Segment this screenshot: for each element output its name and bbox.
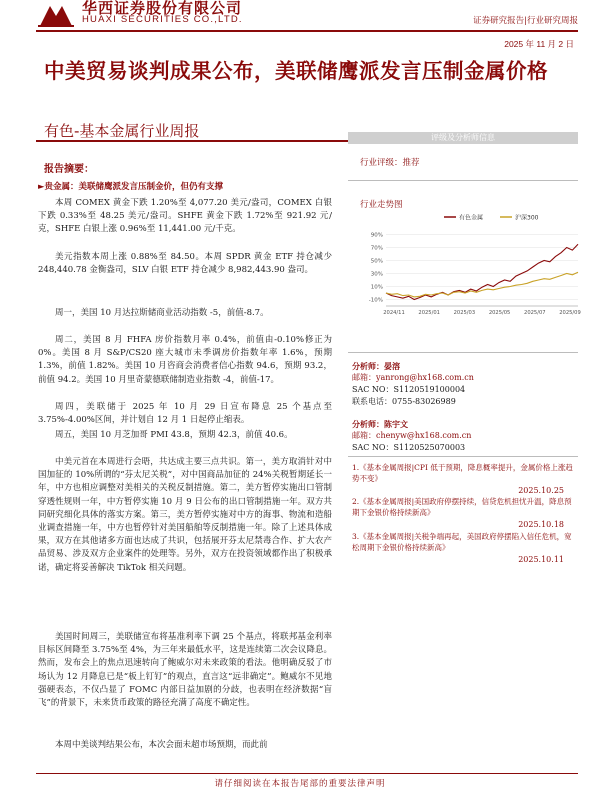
series-line bbox=[386, 244, 578, 299]
y-tick-label: 10% bbox=[370, 284, 383, 291]
related-report-date: 2025.10.11 bbox=[518, 555, 564, 564]
related-report-1[interactable]: 1.《基本金属周报|CPI 低于预期，降息概率提升，金属价格上涨趋势不变》 bbox=[352, 463, 573, 483]
company-name-cn: 华西证券股份有限公司 bbox=[82, 0, 243, 17]
sidebar-heading: 评级及分析师信息 bbox=[348, 132, 578, 144]
analyst-block-1 bbox=[352, 360, 582, 408]
x-tick-label: 2025/01 bbox=[418, 310, 440, 316]
x-tick-label: 2025/09 bbox=[559, 310, 581, 316]
x-tick-label: 2025/03 bbox=[453, 310, 476, 316]
related-report-3[interactable]: 3.《基本金属周报|关税争端再起，美国政府停摆陷入信任危机，宽松周期下金银价格持续新高》 bbox=[352, 532, 572, 552]
legal-notice: 请仔细阅读在本报告尾部的重要法律声明 bbox=[214, 779, 386, 789]
paragraph-monday: 周一，美国 10 月达拉斯储商业活动指数 -5，前值-8.7。 bbox=[55, 308, 269, 318]
summary-heading: 报告摘要： bbox=[44, 164, 94, 175]
y-tick-label: 70% bbox=[370, 245, 383, 252]
paragraph-tuesday: 周二，美国 8 月 FHFA 房价指数月率 0.4%，前值由-0.10%修正为 0%。美国 8 月 S&P/CS20 座大城市未季调房价指数年率 1.6%，预期 1.3%，前值 1.82%。美国 10 月咨商会消费者信心指数 94.6，预期 93.2，前值 94.2。美国 10 月里奇蒙德联储制造业指数 -4，前值-17。 bbox=[38, 335, 332, 385]
report-subtitle: 有色-基本金属行业周报 bbox=[44, 122, 200, 140]
x-tick-label: 2024/11 bbox=[383, 310, 405, 316]
sidebar-divider bbox=[348, 352, 578, 353]
report-date: 2025 年 11 月 2 日 bbox=[504, 39, 574, 49]
x-tick-label: 2025/05 bbox=[488, 310, 511, 316]
trend-chart bbox=[352, 210, 584, 324]
analyst-sac: SAC NO：S1120525070003 bbox=[352, 443, 466, 452]
analyst-name: 分析师：晏溶 bbox=[352, 361, 400, 371]
paragraph-fed: 美国时间周三，美联储宣布将基准利率下调 25 个基点，将联邦基金利率目标区间降至 3.75%至 4%，为三年来最低水平，这是连续第二次会议降息。然而，发布会上的焦点迅速转向了鲍威尔对未来政策的看法。他明确反驳了市场认为 12 月降息已是“板上钉钉”的观点，直言这“远非确定”。鲍威尔不见地强硬表态，不仅凸显了 FOMC 内部日益加剧的分歧，也表明在经济数据“盲飞”的背景下，未来货币政策的路径充满了高度不确定性。 bbox=[38, 632, 332, 709]
analyst-sac: SAC NO：S1120519100004 bbox=[352, 385, 466, 394]
x-tick-label: 2025/07 bbox=[524, 310, 546, 316]
industry-rating: 行业评级：推荐 bbox=[360, 158, 420, 168]
legend-label: 沪深300 bbox=[515, 214, 539, 222]
analyst-name: 分析师：陈宇文 bbox=[352, 419, 408, 429]
related-report-2[interactable]: 2.《基本金属周报|美国政府停摆持续，信贷危机担忧升温，降息预期下金银价格持续新高》 bbox=[352, 497, 572, 517]
report-title: 中美贸易谈判成果公布，美联储鹰派发言压制金属价格 bbox=[44, 59, 548, 83]
analyst-email[interactable]: 邮箱：chenyw@hx168.com.cn bbox=[352, 431, 472, 440]
legend-label: 有色金属 bbox=[459, 214, 484, 222]
y-tick-label: 50% bbox=[370, 258, 383, 265]
trend-chart-title: 行业走势图 bbox=[360, 200, 403, 210]
y-tick-label: 90% bbox=[370, 232, 383, 239]
paragraph-outlook: 本周中美谈判结果公布，本次会面未超市场预期，而此前 bbox=[55, 740, 268, 750]
analyst-block-2 bbox=[352, 418, 582, 454]
series-line bbox=[386, 272, 578, 297]
paragraph-friday: 周五，美国 10 月芝加哥 PMI 43.8，预期 42.3，前值 40.6。 bbox=[55, 430, 293, 440]
footer-divider bbox=[36, 773, 578, 774]
y-tick-label: 30% bbox=[370, 271, 383, 278]
sidebar-divider bbox=[348, 456, 578, 457]
header-divider bbox=[36, 30, 578, 32]
y-tick-label: -10% bbox=[368, 297, 383, 304]
company-logo bbox=[36, 2, 76, 28]
doc-type: 证券研究报告|行业研究周报 bbox=[473, 16, 578, 26]
analyst-email[interactable]: 邮箱：yanrong@hx168.com.cn bbox=[352, 373, 474, 382]
related-report-date: 2025.10.18 bbox=[518, 520, 564, 529]
paragraph-gold: 本周 COMEX 黄金下跌 1.20%至 4,077.20 美元/盎司，COMEX 白银下跌 0.33%至 48.25 美元/盎司。SHFE 黄金下跌 1.72%至 921.92 元/克，SHFE 白银上涨 0.96%至 11,441.00 元/千克。 bbox=[38, 198, 332, 235]
paragraph-etf: 美元指数本周上涨 0.88%至 84.50。本周 SPDR 黄金 ETF 持仓减少 248,440.78 金衡盎司，SLV 白银 ETF 持仓减少 8,982,443.90 盎司。 bbox=[38, 252, 332, 276]
related-report-date: 2025.10.25 bbox=[518, 486, 564, 495]
analyst-phone: 联系电话：0755-83026989 bbox=[352, 397, 456, 406]
paragraph-trade-talks: 中美元首在本周进行会晤，共达成主要三点共识。第一，美方取消针对中国加征的 10%所谓的“芬太尼关税”，对中国商品加征的 24%关税暂期延长一年，中方也相应调整对美相关的关税反制措施。第二，美方暂停实施出口管制穿透性规则一年，中方暂停实施 10 月 9 日公布的出口管制措施一年。双方共同研究细化具体的落实方案。第三，美方暂停实施对中方的海事、物流和造船业调查措施一年，中方也暂停针对美国船舶等反制措施一年。除了上述具体成果，双方在其他诸多方面也达成了共识，包括展开芬太尼禁毒合作、扩大农产品贸易、涉及双方企业案件的处理等。另外，双方在投资领域都作出了积极承诺，确定将妥善解决 TikTok 相关问题。 bbox=[38, 457, 332, 573]
sidebar-divider bbox=[348, 180, 578, 181]
precious-metals-heading: ►贵金属：美联储鹰派发言压制金价，但仍有支撑 bbox=[38, 182, 224, 192]
paragraph-thursday: 周四，美联储于 2025 年 10 月 29 日宣布降息 25 个基点至 3.75%-4.00%区间，并计划自 12 月 1 日起停止缩表。 bbox=[38, 402, 332, 426]
company-name-en: HUAXI SECURITIES CO.,LTD. bbox=[82, 14, 243, 25]
